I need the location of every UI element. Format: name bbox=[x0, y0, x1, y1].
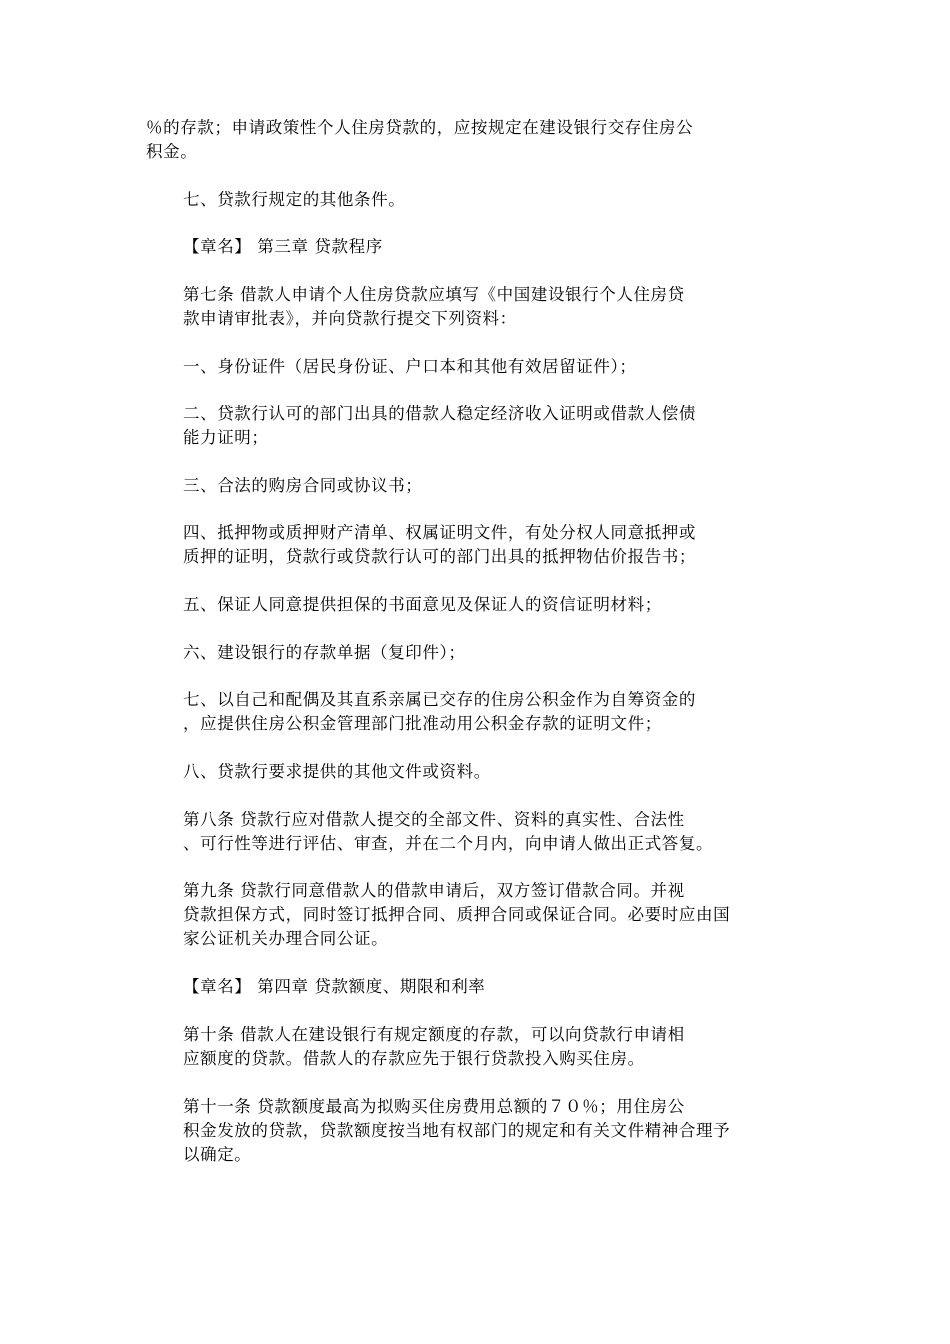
text-line: 积金。 bbox=[146, 142, 198, 161]
text-line: 第七条 借款人申请个人住房贷款应填写《中国建设银行个人住房贷 bbox=[183, 285, 685, 304]
text-line: 积金发放的贷款，贷款额度按当地有权部门的规定和有关文件精神合理予 bbox=[183, 1121, 731, 1140]
text-line: 、可行性等进行评估、审查，并在二个月内，向申请人做出正式答复。 bbox=[183, 834, 714, 853]
text-line: 以确定。 bbox=[183, 1145, 252, 1164]
text-line: 七、贷款行规定的其他条件。 bbox=[183, 190, 406, 209]
paragraph-item bbox=[146, 521, 760, 569]
paragraph-item bbox=[146, 355, 760, 379]
text-line: 八、贷款行要求提供的其他文件或资料。 bbox=[183, 762, 491, 781]
article-paragraph bbox=[146, 1095, 760, 1167]
article-paragraph bbox=[146, 879, 760, 951]
paragraph-item bbox=[146, 593, 760, 617]
paragraph-item bbox=[146, 760, 760, 784]
paragraph-item bbox=[146, 474, 760, 498]
text-line: 七、以自己和配偶及其直系亲属已交存的住房公积金作为自筹资金的 bbox=[183, 690, 696, 709]
text-line: 三、合法的购房合同或协议书； bbox=[183, 476, 423, 495]
text-line: 二、贷款行认可的部门出具的借款人稳定经济收入证明或借款人偿债 bbox=[183, 404, 696, 423]
text-line: 家公证机关办理合同公证。 bbox=[183, 929, 389, 948]
chapter-heading bbox=[146, 235, 760, 259]
paragraph-item bbox=[146, 641, 760, 665]
paragraph-item bbox=[146, 688, 760, 736]
text-line: ，应提供住房公积金管理部门批准动用公积金存款的证明文件； bbox=[183, 714, 662, 733]
article-paragraph bbox=[146, 808, 760, 856]
text-line: 第十一条 贷款额度最高为拟购买住房费用总额的７０％；用住房公 bbox=[183, 1097, 685, 1116]
text-line: 应额度的贷款。借款人的存款应先于银行贷款投入购买住房。 bbox=[183, 1049, 645, 1068]
article-paragraph bbox=[146, 283, 760, 331]
paragraph-item bbox=[146, 188, 760, 212]
text-line: 一、身份证件（居民身份证、户口本和其他有效居留证件）； bbox=[183, 357, 637, 376]
text-line: 质押的证明，贷款行或贷款行认可的部门出具的抵押物估价报告书； bbox=[183, 547, 696, 566]
text-line: 六、建设银行的存款单据（复印件）； bbox=[183, 643, 466, 662]
text-line: 款申请审批表》，并向贷款行提交下列资料： bbox=[183, 309, 517, 328]
text-line: 五、保证人同意提供担保的书面意见及保证人的资信证明材料； bbox=[183, 595, 662, 614]
text-line: ％的存款；申请政策性个人住房贷款的，应按规定在建设银行交存住房公 bbox=[146, 118, 694, 137]
text-line: 第九条 贷款行同意借款人的借款申请后，双方签订借款合同。并视 bbox=[183, 881, 685, 900]
text-line: 能力证明； bbox=[183, 428, 269, 447]
article-paragraph bbox=[146, 1023, 760, 1071]
text-line: 贷款担保方式，同时签订抵押合同、质押合同或保证合同。必要时应由国 bbox=[183, 905, 731, 924]
text-line: 四、抵押物或质押财产清单、权属证明文件，有处分权人同意抵押或 bbox=[183, 523, 696, 542]
paragraph-item bbox=[146, 402, 760, 450]
text-line: 【章名】 第四章 贷款额度、期限和利率 bbox=[183, 977, 486, 996]
chapter-heading bbox=[146, 975, 760, 999]
paragraph-continuation bbox=[146, 116, 760, 164]
text-line: 第八条 贷款行应对借款人提交的全部文件、资料的真实性、合法性 bbox=[183, 810, 685, 829]
text-line: 第十条 借款人在建设银行有规定额度的存款，可以向贷款行申请相 bbox=[183, 1025, 685, 1044]
text-line: 【章名】 第三章 贷款程序 bbox=[183, 237, 383, 256]
